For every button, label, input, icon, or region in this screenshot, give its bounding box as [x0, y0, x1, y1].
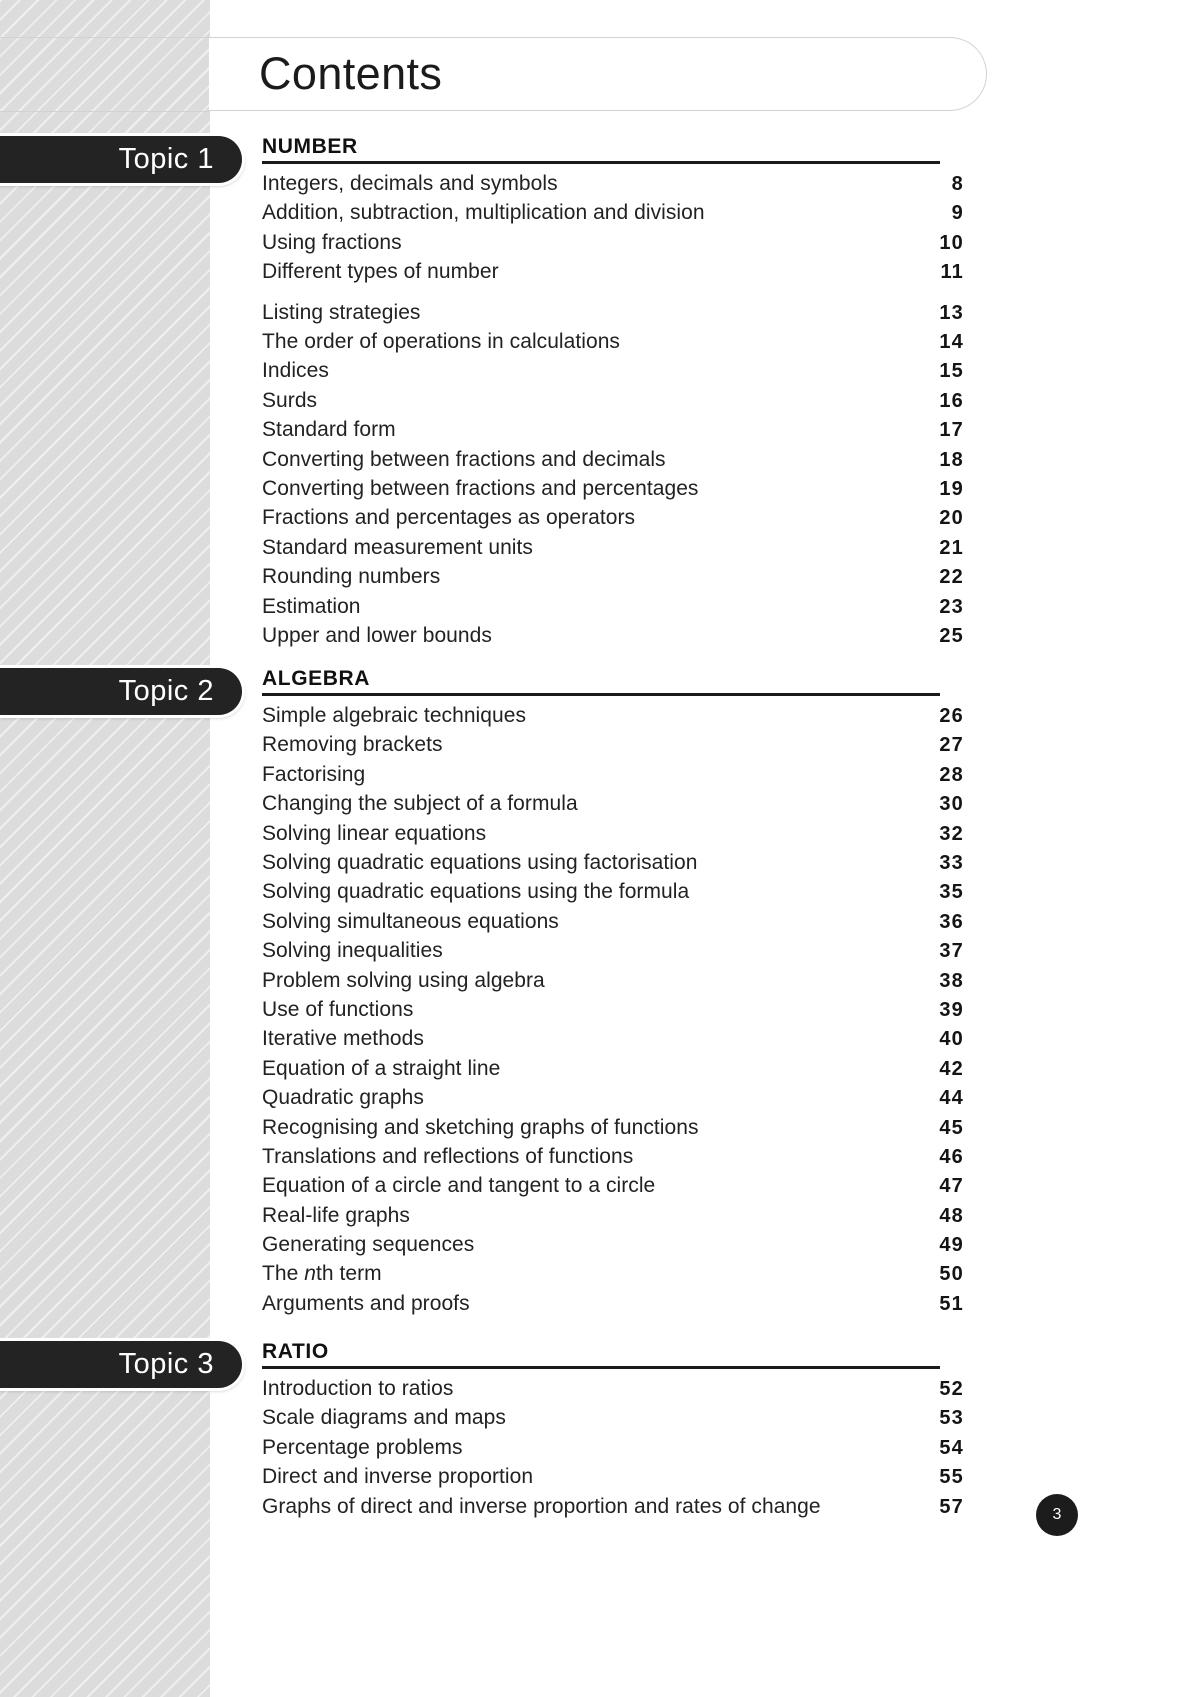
toc-row[interactable]	[262, 1144, 964, 1175]
toc-entry-page-number: 36	[939, 910, 964, 933]
toc-row[interactable]	[262, 704, 964, 734]
toc-entry-title: Translations and reflections of functions	[262, 1144, 634, 1168]
toc-row[interactable]	[262, 1291, 964, 1322]
toc-entry-page-number: 18	[939, 448, 964, 471]
toc-entry-title: Standard form	[262, 418, 396, 442]
toc-entry-page-number: 26	[939, 705, 964, 728]
left-textured-sidebar	[0, 0, 210, 1697]
toc-entry-page-number: 37	[939, 940, 964, 963]
toc-row[interactable]	[262, 388, 964, 419]
toc-entry-title: Percentage problems	[262, 1435, 463, 1459]
toc-row[interactable]	[262, 506, 964, 536]
toc-entry-title: Standard measurement units	[262, 535, 533, 559]
toc-entry-title: Direct and inverse proportion	[262, 1465, 534, 1489]
toc-entry-title: Solving quadratic equations using factorisation	[262, 851, 698, 874]
toc-entry-title: Different types of number	[262, 260, 499, 284]
toc-row[interactable]	[262, 909, 964, 940]
toc-row[interactable]	[262, 230, 964, 261]
topic-tab-label: Topic 2	[118, 675, 214, 707]
section-heading: ALGEBRA	[262, 667, 371, 690]
toc-row[interactable]	[262, 201, 964, 231]
toc-entry-title: Real-life graphs	[262, 1203, 410, 1227]
toc-row[interactable]	[262, 1465, 964, 1495]
toc-row[interactable]	[262, 535, 964, 566]
toc-entry-page-number: 16	[939, 389, 964, 412]
toc-entry-page-number: 57	[939, 1495, 964, 1518]
topic-tab-2[interactable]	[0, 668, 242, 715]
toc-entry-title: Addition, subtraction, multiplication and division	[262, 201, 705, 225]
toc-entry-page-number: 53	[939, 1407, 964, 1430]
toc-row[interactable]	[262, 968, 964, 999]
toc-row[interactable]	[262, 1174, 964, 1204]
toc-entry-title: Scale diagrams and maps	[262, 1406, 506, 1430]
toc-row[interactable]	[262, 418, 964, 448]
toc-entry-page-number: 52	[939, 1378, 964, 1401]
toc-row[interactable]	[262, 359, 964, 389]
topic-tab-1[interactable]	[0, 136, 242, 183]
toc-entry-title: Use of functions	[262, 997, 414, 1021]
toc-entry-page-number: 38	[939, 969, 964, 992]
toc-entry-page-number: 27	[939, 734, 964, 757]
toc-row[interactable]	[262, 1377, 964, 1407]
topic-tab-label: Topic 3	[118, 1348, 214, 1380]
toc-entry-page-number: 10	[939, 231, 964, 254]
toc-entry-title: Converting between fractions and decimals	[262, 447, 666, 471]
toc-row[interactable]	[262, 792, 964, 822]
toc-entry-page-number: 45	[939, 1116, 964, 1139]
toc-entry-title: Rounding numbers	[262, 565, 441, 589]
toc-entry-title: Solving inequalities	[262, 939, 443, 963]
toc-entry-page-number: 46	[939, 1145, 964, 1168]
toc-entry-page-number: 11	[940, 261, 964, 284]
toc-entry-page-number: 21	[939, 536, 964, 559]
toc-entry-page-number: 25	[939, 624, 964, 647]
toc-row[interactable]	[262, 447, 964, 478]
header-separator-top	[0, 37, 210, 38]
toc-row[interactable]	[262, 997, 964, 1028]
toc-entry-page-number: 51	[939, 1292, 964, 1315]
page-number-label: 3	[1052, 1506, 1062, 1523]
toc-entry-title: Upper and lower bounds	[262, 623, 492, 647]
toc-entry-page-number: 42	[939, 1057, 964, 1080]
toc-row[interactable]	[262, 565, 964, 595]
toc-entry-page-number: 48	[939, 1204, 964, 1227]
toc-entry-title: Estimation	[262, 594, 361, 618]
toc-entry-title: Generating sequences	[262, 1233, 475, 1257]
toc-entry-page-number: 55	[939, 1466, 964, 1489]
toc-row[interactable]	[262, 1406, 964, 1436]
toc-entry-page-number: 8	[951, 173, 964, 196]
toc-row[interactable]	[262, 1494, 964, 1525]
toc-entry-title: Solving linear equations	[262, 821, 487, 845]
toc-entry-page-number: 14	[939, 331, 964, 353]
toc-row[interactable]	[262, 851, 964, 881]
toc-entry-page-number: 35	[939, 881, 964, 904]
toc-entry-title: Converting between fractions and percentages	[262, 476, 699, 500]
toc-section-algebra	[262, 667, 964, 1322]
toc-entry-title: Factorising	[262, 762, 366, 786]
toc-entry-title: Listing strategies	[262, 300, 421, 324]
toc-row[interactable]	[262, 1203, 964, 1234]
toc-entry-page-number: 19	[939, 477, 964, 500]
toc-row[interactable]	[262, 1086, 964, 1116]
toc-entry-page-number: 9	[951, 202, 964, 225]
toc-entry-title: Solving quadratic equations using the formula	[262, 880, 690, 904]
section-rule	[262, 1366, 940, 1369]
toc-entry-page-number: 44	[939, 1087, 964, 1110]
toc-entry-page-number: 23	[939, 595, 964, 618]
toc-entry-title: Problem solving using algebra	[262, 968, 545, 992]
toc-row[interactable]	[262, 623, 964, 654]
toc-row[interactable]	[262, 821, 964, 852]
toc-row[interactable]	[262, 762, 964, 793]
toc-entry-title: Fractions and percentages as operators	[262, 506, 636, 530]
section-rule	[262, 161, 940, 164]
toc-entry-page-number: 20	[939, 507, 964, 530]
toc-entry-title: Simple algebraic techniques	[262, 704, 527, 728]
toc-entry-page-number: 30	[939, 793, 964, 816]
toc-entry-page-number: 15	[939, 360, 964, 383]
toc-entry-title: Changing the subject of a formula	[262, 792, 578, 816]
toc-row[interactable]	[262, 476, 964, 507]
toc-entry-page-number: 28	[939, 763, 964, 786]
toc-entry-page-number: 32	[939, 822, 964, 845]
toc-entry-page-number: 50	[939, 1263, 964, 1286]
toc-entry-page-number: 54	[939, 1436, 964, 1459]
toc-entry-page-number: 49	[939, 1234, 964, 1257]
toc-entry-title: Surds	[262, 388, 318, 412]
topic-tab-label: Topic 1	[118, 143, 214, 175]
toc-row[interactable]	[262, 300, 964, 331]
toc-entry-title: Quadratic graphs	[262, 1086, 424, 1110]
header-band	[209, 37, 987, 111]
page-number-badge	[1036, 1494, 1078, 1536]
toc-row[interactable]	[262, 1262, 964, 1292]
toc-entry-title: Recognising and sketching graphs of functions	[262, 1115, 699, 1139]
page-title: Contents	[259, 48, 443, 99]
toc-entry-title: Solving simultaneous equations	[262, 909, 559, 933]
header-separator-bottom	[0, 111, 210, 112]
topic-tab-3[interactable]	[0, 1341, 242, 1388]
toc-row[interactable]	[262, 172, 964, 202]
toc-row[interactable]	[262, 330, 964, 360]
toc-entry-title: Iterative methods	[262, 1027, 424, 1051]
toc-row[interactable]	[262, 1027, 964, 1057]
toc-entry-page-number: 17	[939, 419, 964, 442]
toc-entry-title: The order of operations in calculations	[262, 330, 620, 353]
section-heading: RATIO	[262, 1340, 329, 1363]
toc-row[interactable]	[262, 260, 964, 290]
toc-row[interactable]	[262, 880, 964, 910]
toc-entry-page-number: 39	[939, 998, 964, 1021]
toc-row[interactable]	[262, 1115, 964, 1146]
toc-entry-title: Indices	[262, 359, 329, 383]
toc-entry-page-number: 13	[939, 301, 964, 324]
toc-entry-title: Introduction to ratios	[262, 1377, 454, 1401]
toc-row[interactable]	[262, 1056, 964, 1087]
toc-entry-page-number: 33	[939, 852, 964, 874]
toc-section-ratio	[262, 1340, 964, 1525]
toc-entry-title: Removing brackets	[262, 733, 443, 757]
toc-entry-title: Graphs of direct and inverse proportion and rates of change	[262, 1494, 821, 1518]
toc-entry-title: Using fractions	[262, 230, 402, 254]
toc-row[interactable]	[262, 733, 964, 763]
toc-entry-title: Integers, decimals and symbols	[262, 172, 558, 196]
toc-row[interactable]	[262, 939, 964, 969]
toc-row[interactable]	[262, 594, 964, 625]
section-heading: NUMBER	[262, 135, 358, 158]
toc-row[interactable]	[262, 1233, 964, 1263]
toc-entry-page-number: 22	[939, 566, 964, 589]
toc-section-number	[262, 135, 964, 654]
toc-entry-page-number: 40	[939, 1028, 964, 1051]
toc-entry-title: Equation of a circle and tangent to a circle	[262, 1174, 656, 1198]
toc-entry-page-number: 47	[939, 1175, 964, 1198]
toc-entry-title: The nth term	[262, 1262, 382, 1286]
toc-row[interactable]	[262, 1435, 964, 1466]
toc-entry-title: Arguments and proofs	[262, 1291, 470, 1315]
section-rule	[262, 693, 940, 696]
toc-entry-title: Equation of a straight line	[262, 1056, 501, 1080]
